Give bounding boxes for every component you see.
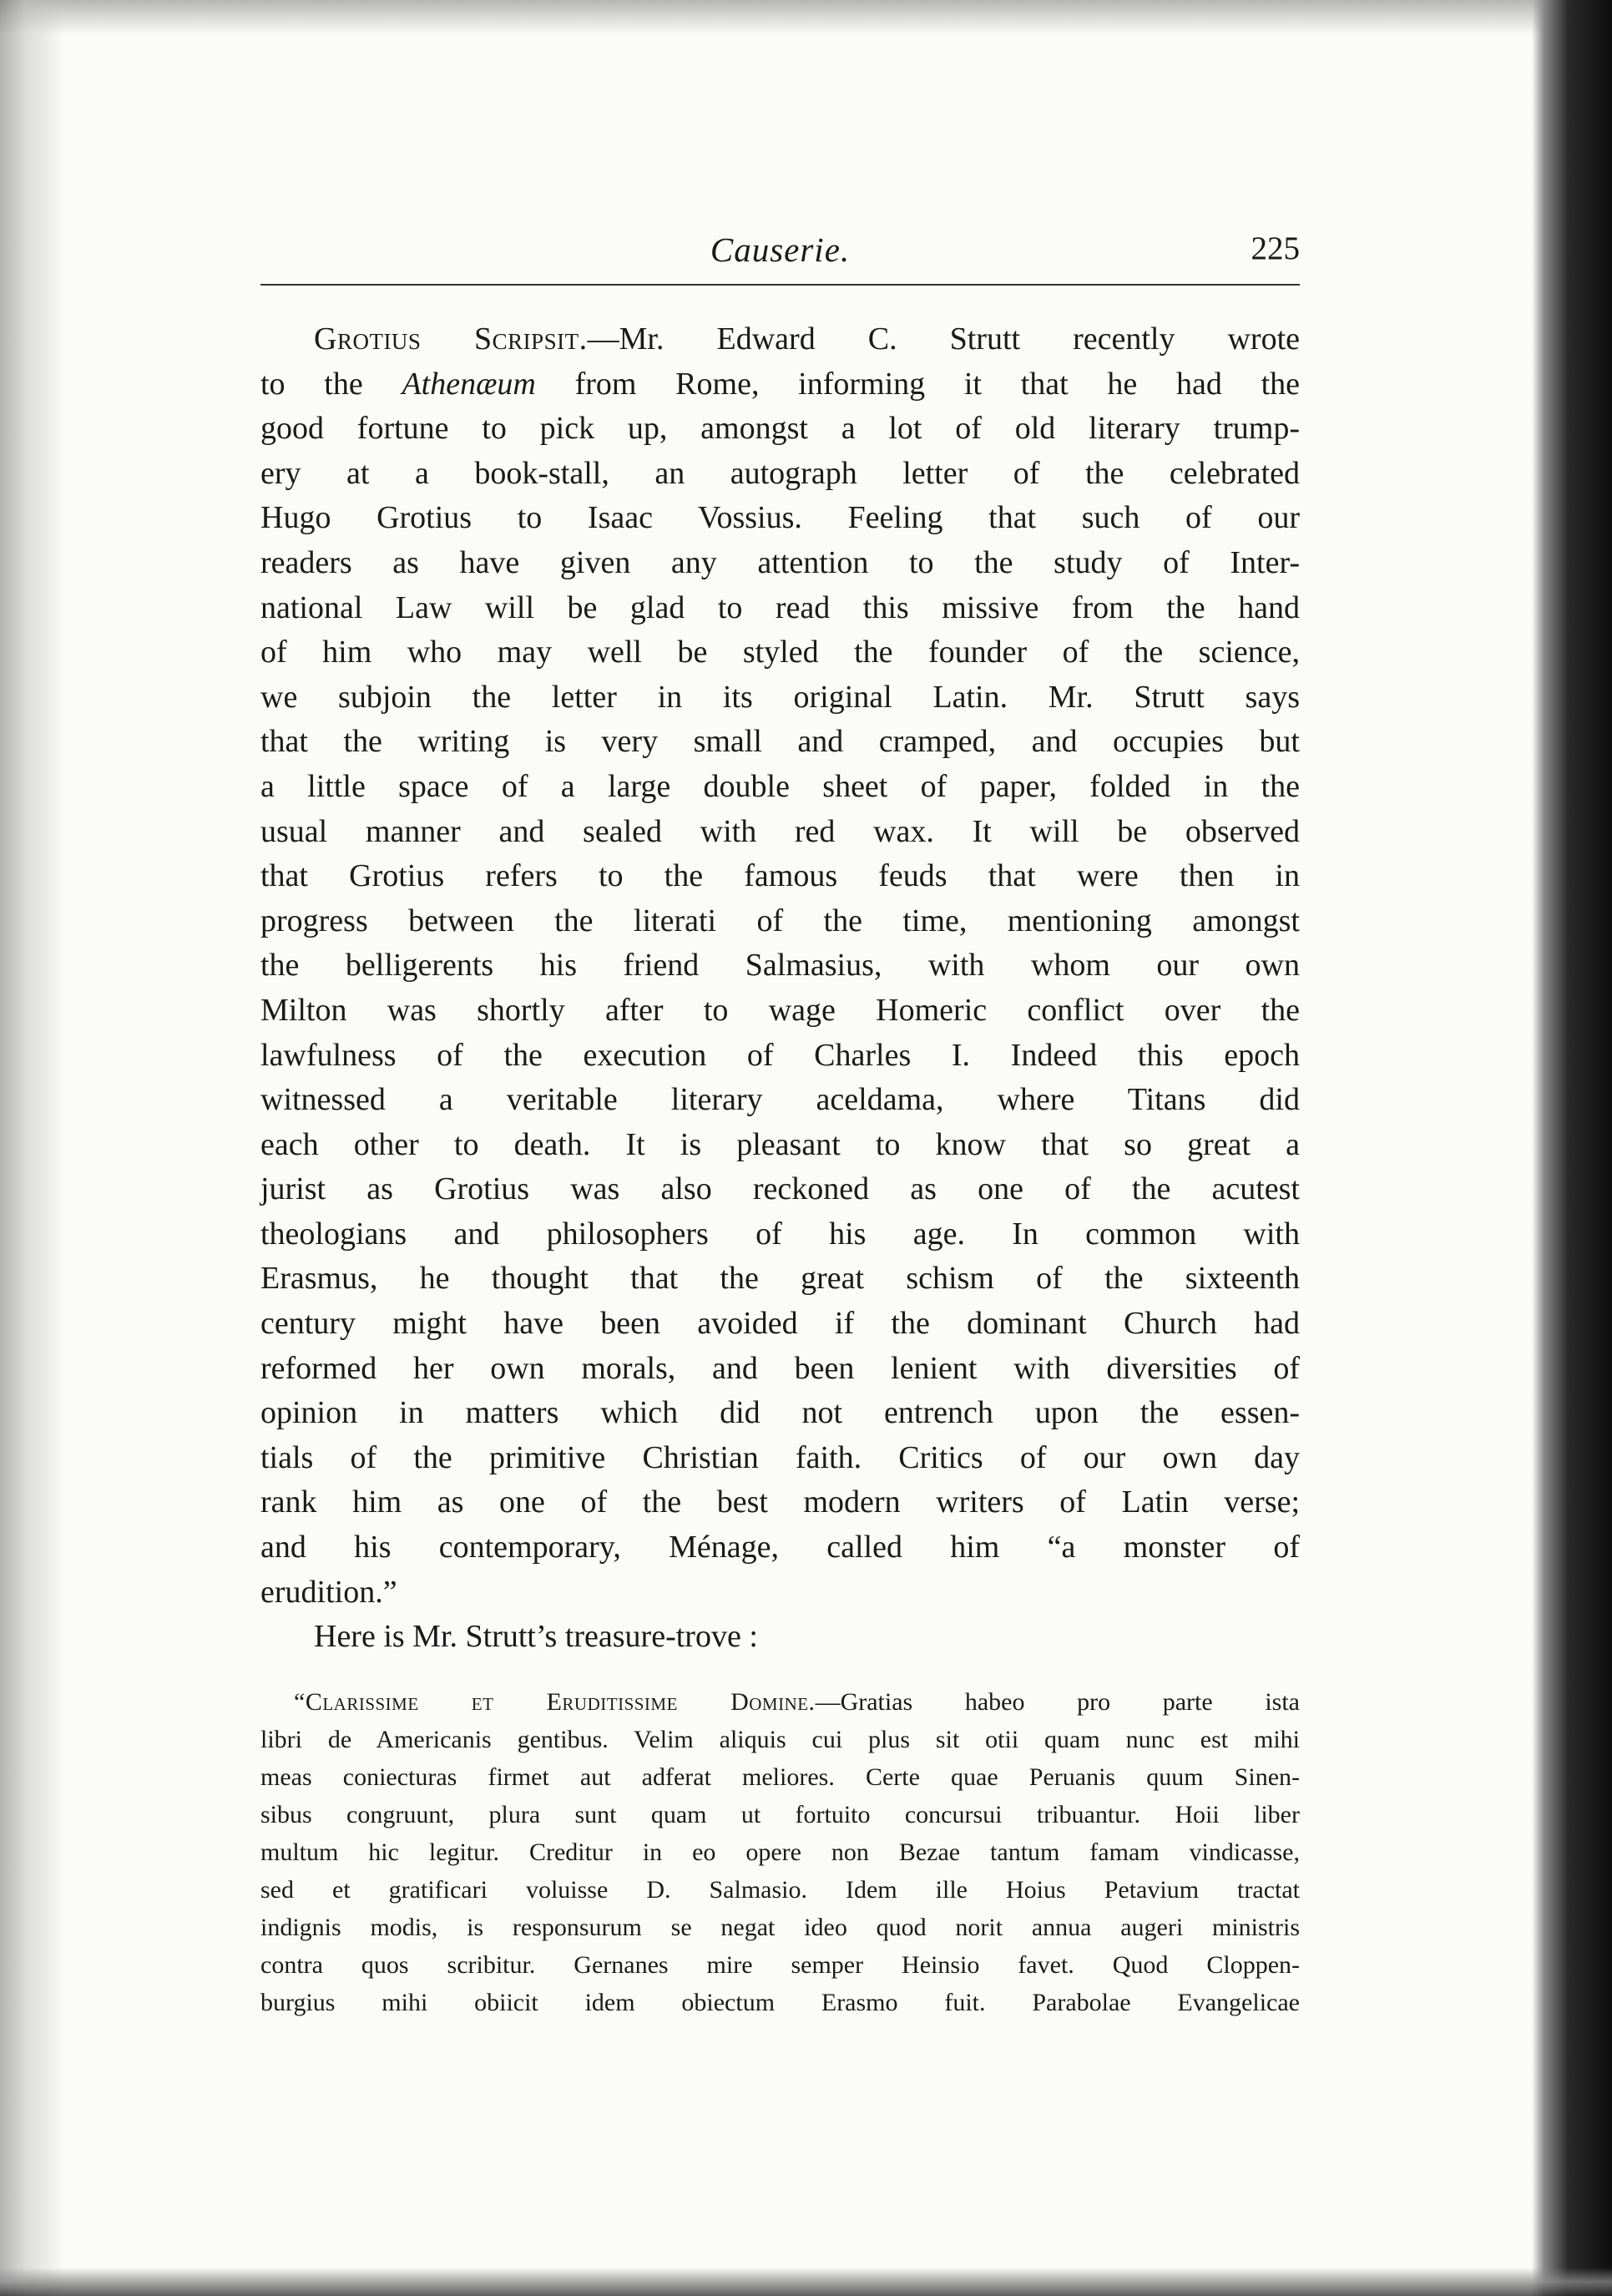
article-line: ery at a book-stall, an autograph letter of the celebrated <box>260 455 1300 491</box>
article-line: readers as have given any attention to the study of Inter- <box>260 544 1300 580</box>
article-line: of him who may well be styled the founder of the science, <box>260 635 1300 670</box>
page-scan-edge-top <box>0 0 1612 35</box>
page-number: 225 <box>1251 230 1300 266</box>
article-line: each other to death. It is pleasant to know that so great a <box>260 1126 1300 1162</box>
article-line: Grotius Scripsit.—Mr. Edward C. Strutt recently wrote <box>314 321 1300 357</box>
article-line: lawfulness of the execution of Charles I. Indeed this epoch <box>260 1037 1300 1073</box>
article-line: national Law will be glad to read this missive from the hand <box>260 589 1300 625</box>
article-line: usual manner and sealed with red wax. It will be observed <box>260 813 1300 849</box>
running-head <box>260 230 1300 281</box>
article-body <box>260 317 1300 1660</box>
article-line: progress between the literati of the time, mentioning amongst <box>260 903 1300 938</box>
article-line: and his contemporary, Ménage, called him “a monster of <box>260 1530 1300 1565</box>
article-line: that Grotius refers to the famous feuds that were then in <box>260 858 1300 894</box>
article-line: reformed her own morals, and been lenient with diversities of <box>260 1350 1300 1386</box>
journal-title: Athenæum <box>402 366 536 402</box>
page-scan-edge-right <box>1532 0 1612 2296</box>
article-line: good fortune to pick up, amongst a lot of old literary trump- <box>260 411 1300 447</box>
article-line: a little space of a large double sheet of paper, folded in the <box>260 768 1300 804</box>
article-line: we subjoin the letter in its original Latin. Mr. Strutt says <box>260 679 1300 715</box>
letter-line: burgius mihi obiicit idem obiectum Erasmo fuit. Parabolae Evangelicae <box>260 1989 1300 2016</box>
article-line: century might have been avoided if the dominant Church had <box>260 1306 1300 1342</box>
article-line: that the writing is very small and cramped, and occupies but <box>260 724 1300 760</box>
article-line: to the Athenæum from Rome, informing it that he had the <box>260 366 1301 402</box>
article-line: opinion in matters which did not entrench upon the essen- <box>260 1395 1300 1431</box>
letter-line: indignis modis, is responsurum se negat ideo quod norit annua augeri ministris <box>260 1914 1300 1941</box>
letter-line: multum hic legitur. Creditur in eo opere non Bezae tantum famam vindicasse, <box>260 1838 1300 1866</box>
article-line: rank him as one of the best modern writers of Latin verse; <box>260 1484 1300 1520</box>
article-line: the belligerents his friend Salmasius, with whom our own <box>260 948 1300 984</box>
article-line: tials of the primitive Christian faith. Critics of our own day <box>260 1439 1300 1475</box>
article-line: Milton was shortly after to wage Homeric conflict over the <box>260 992 1300 1028</box>
latin-letter <box>260 1683 1300 2021</box>
article-line: jurist as Grotius was also reckoned as one of the acutest <box>260 1171 1300 1207</box>
article-line: Erasmus, he thought that the great schism of the sixteenth <box>260 1261 1300 1297</box>
letter-salutation: “Clarissime et Eruditissime Domine. <box>294 1688 816 1716</box>
letter-line: contra quos scribitur. Gernanes mire semper Heinsio favet. Quod Cloppen- <box>260 1951 1300 1979</box>
article-line: witnessed a veritable literary aceldama, where Titans did <box>260 1082 1300 1118</box>
letter-line: sibus congruunt, plura sunt quam ut fortuito concursui tribuantur. Hoii liber <box>260 1801 1300 1828</box>
letter-line: sed et gratificari voluisse D. Salmasio. Idem ille Hoius Petavium tractat <box>260 1876 1300 1904</box>
article-line: erudition.” <box>260 1574 397 1610</box>
letter-line: “Clarissime et Eruditissime Domine.—Gratias habeo pro parte ista <box>294 1688 1300 1716</box>
page-scan-edge-bottom <box>0 2268 1612 2296</box>
letter-line: libri de Americanis gentibus. Velim aliquis cui plus sit otii quam nunc est mihi <box>260 1726 1300 1753</box>
page-scan-edge-left <box>0 0 65 2296</box>
intro-line: Here is Mr. Strutt’s treasure-trove : <box>314 1619 758 1655</box>
article-heading: Grotius Scripsit. <box>314 321 588 357</box>
running-title: Causerie. <box>710 230 851 269</box>
header-rule <box>260 284 1300 286</box>
article-line: Hugo Grotius to Isaac Vossius. Feeling that such of our <box>260 500 1300 536</box>
article-line: theologians and philosophers of his age. In common with <box>260 1216 1300 1252</box>
letter-line: meas coniecturas firmet aut adferat meliores. Certe quae Peruanis quum Sinen- <box>260 1763 1300 1791</box>
